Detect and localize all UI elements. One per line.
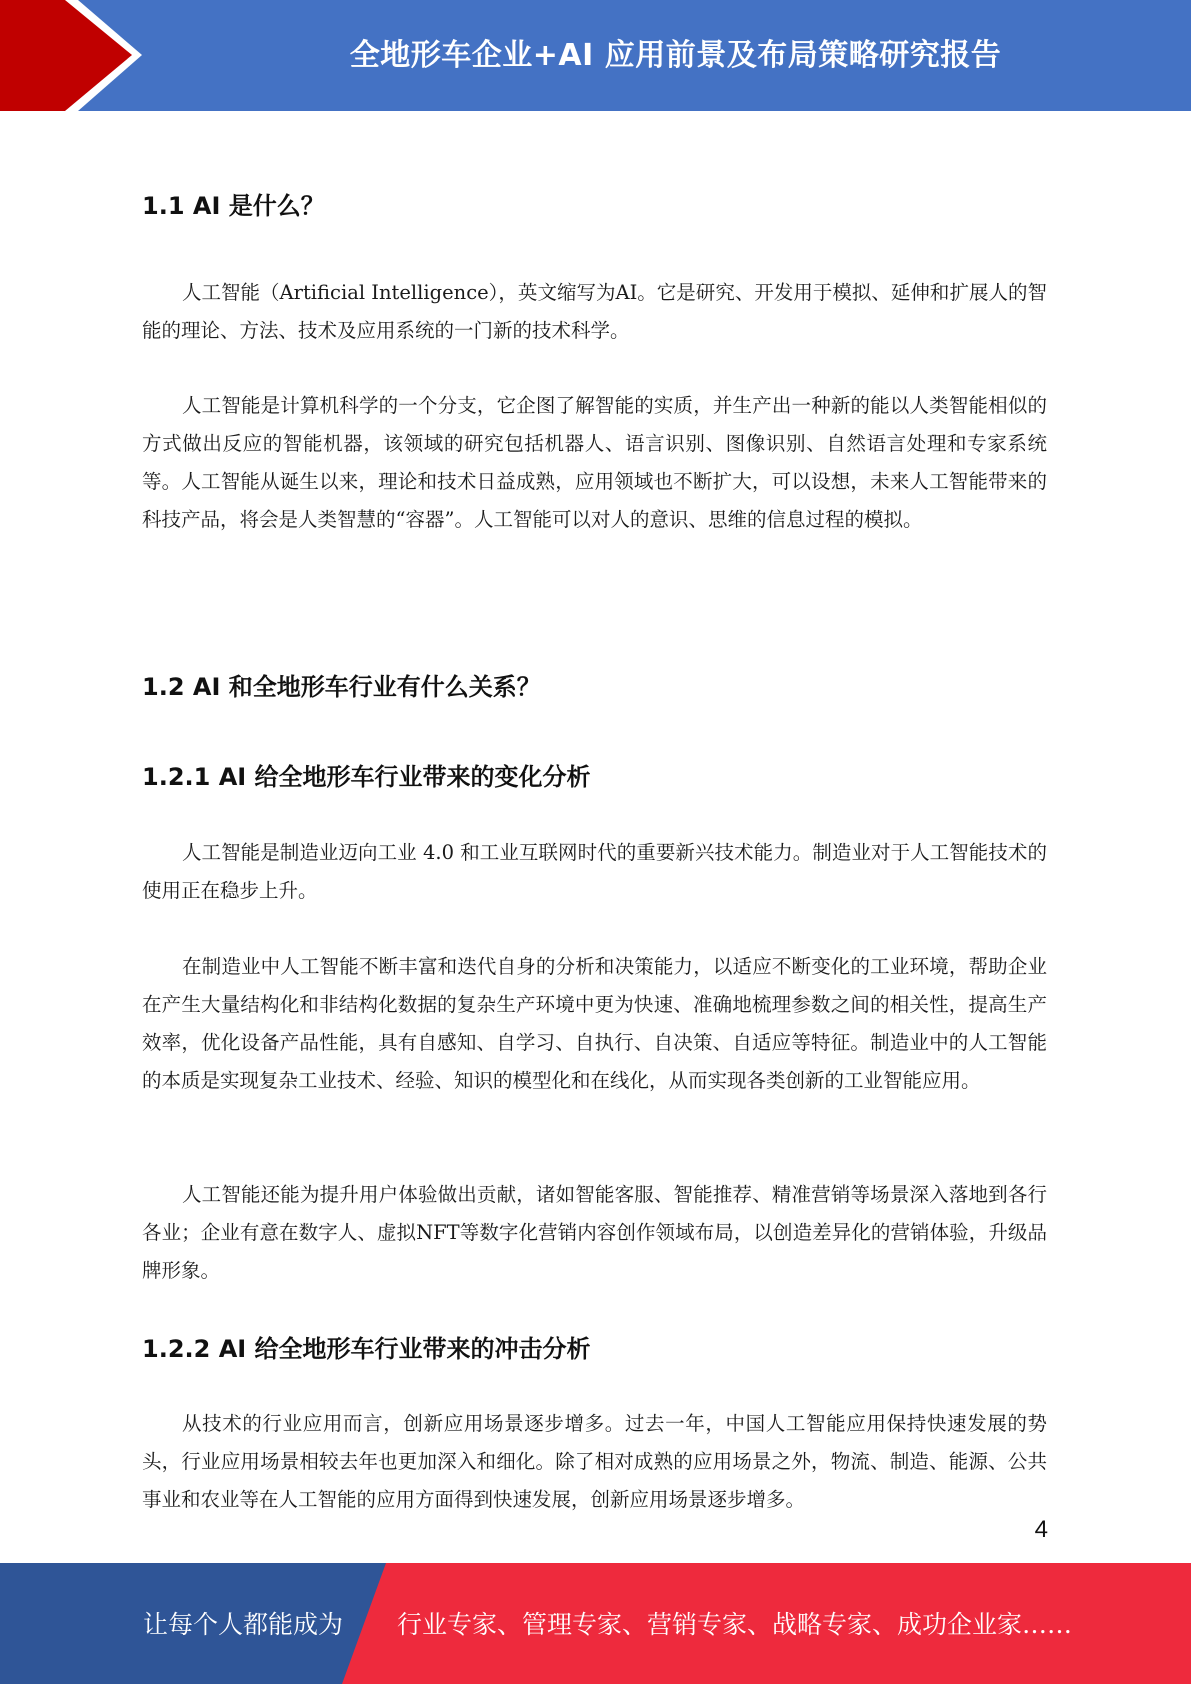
paragraph-ai-definition: 人工智能（Artificial Intelligence），英文缩写为AI。它是研究、开发用于模拟、延伸和扩展人的智能的理论、方法、技术及应用系统的一门新的技术科学。 — [142, 281, 1047, 342]
paragraph-user-experience: 人工智能还能为提升用户体验做出贡献，诸如智能客服、智能推荐、精准营销等场景深入落地到各行各业；企业有意在数字人、虚拟NFT等数字化营销内容创作领域布局，以创造差异化的营销体验，升级品牌形象。 — [142, 1183, 1047, 1282]
footer-slogan-left: 让每个人都能成为 — [143, 1610, 344, 1639]
heading-1-1: 1.1 AI 是什么？ — [142, 192, 325, 220]
paragraph-ai-branch: 人工智能是计算机科学的一个分支，它企图了解智能的实质，并生产出一种新的能以人类智能相似的方式做出反应的智能机器，该领域的研究包括机器人、语言识别、图像识别、自然语言处理和专家系统等。人工智能从诞生以来，理论和技术日益成熟，应用领域也不断扩大，可以设想，未来人工智能带来的科技产品，将会是人类智慧的“容器”。人工智能可以对人的意识、思维的信息过程的模拟。 — [142, 394, 1047, 531]
heading-1-2-1: 1.2.1 AI 给全地形车行业带来的变化分析 — [142, 763, 591, 791]
heading-1-2-2: 1.2.2 AI 给全地形车行业带来的冲击分析 — [142, 1335, 591, 1363]
report-title: 全地形车企业+AI 应用前景及布局策略研究报告 — [349, 38, 1002, 73]
header-banner — [0, 0, 1191, 111]
paragraph-industry-4: 人工智能是制造业迈向工业 4.0 和工业互联网时代的重要新兴技术能力。制造业对于人工智能技术的使用正在稳步上升。 — [142, 841, 1047, 902]
page-number: 4 — [1034, 1516, 1048, 1543]
footer-banner — [0, 1563, 1191, 1684]
heading-1-2: 1.2 AI 和全地形车行业有什么关系？ — [142, 673, 541, 701]
paragraph-manufacturing-ai: 在制造业中人工智能不断丰富和迭代自身的分析和决策能力，以适应不断变化的工业环境，帮助企业在产生大量结构化和非结构化数据的复杂生产环境中更为快速、准确地梳理参数之间的相关性，提高生产效率，优化设备产品性能，具有自感知、自学习、自执行、自决策、自适应等特征。制造业中的人工智能的本质是实现复杂工业技术、经验、知识的模型化和在线化，从而实现各类创新的工业智能应用。 — [142, 955, 1047, 1092]
footer-slogan-right: 行业专家、管理专家、营销专家、战略专家、成功企业家…… — [397, 1610, 1073, 1639]
paragraph-innovation-scenarios: 从技术的行业应用而言，创新应用场景逐步增多。过去一年，中国人工智能应用保持快速发展的势头，行业应用场景相较去年也更加深入和细化。除了相对成熟的应用场景之外，物流、制造、能源、公共事业和农业等在人工智能的应用方面得到快速发展，创新应用场景逐步增多。 — [142, 1412, 1047, 1511]
